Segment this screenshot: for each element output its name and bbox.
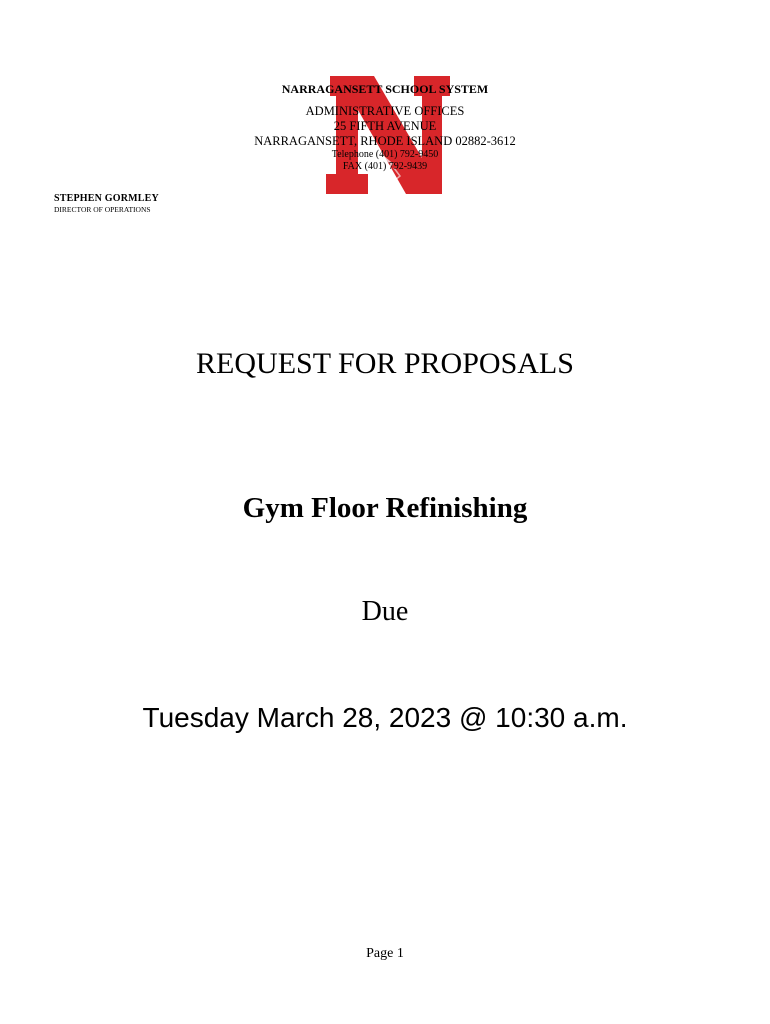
officer-title: DIRECTOR OF OPERATIONS (54, 205, 151, 214)
project-title: Gym Floor Refinishing (242, 492, 528, 524)
due-date: Tuesday March 28, 2023 @ 10:30 a.m. (142, 702, 628, 733)
officer-name: STEPHEN GORMLEY (54, 193, 159, 204)
organization-name: NARRAGANSETT SCHOOL SYSTEM (281, 82, 489, 96)
street-address: 25 FIFTH AVENUE (333, 119, 437, 133)
document-heading: REQUEST FOR PROPOSALS (196, 347, 574, 380)
telephone-number: Telephone (401) 792-9450 (331, 149, 439, 160)
fax-number: FAX (401) 792-9439 (342, 161, 428, 172)
city-address: NARRAGANSETT, RHODE ISLAND 02882-3612 (254, 134, 516, 148)
office-name: ADMINISTRATIVE OFFICES (305, 104, 465, 118)
page-number: Page 1 (366, 946, 404, 961)
letterhead (0, 82, 770, 173)
officer-block (54, 193, 159, 214)
due-label: Due (361, 596, 409, 627)
